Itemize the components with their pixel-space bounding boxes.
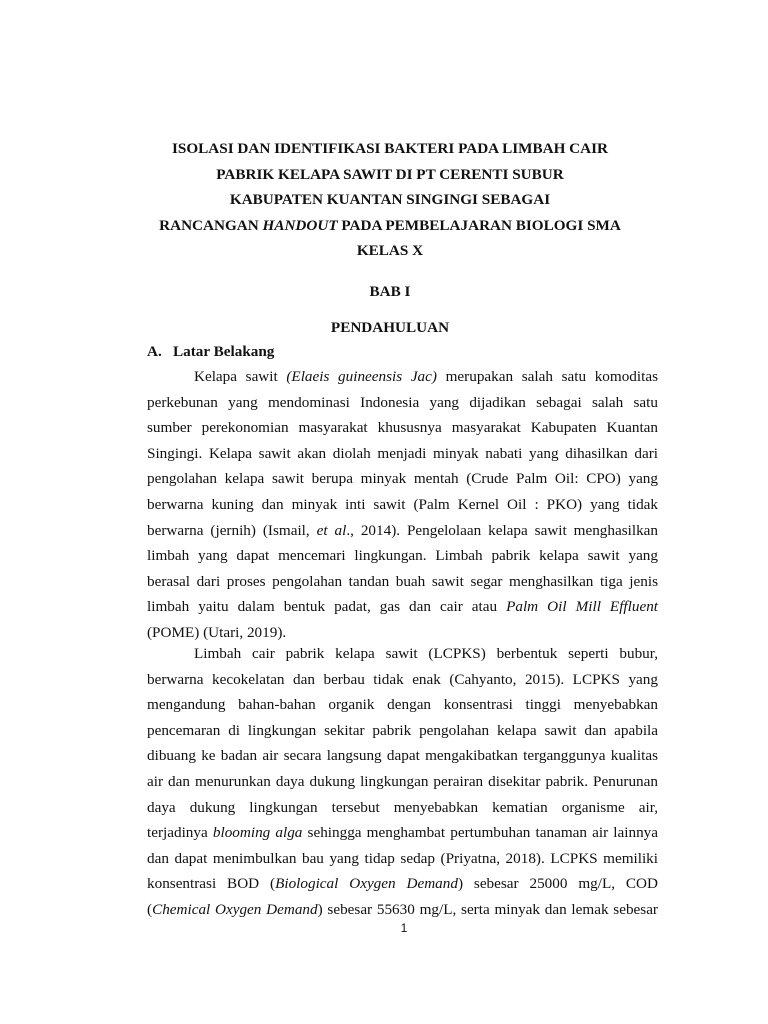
- text-run: Kelapa sawit: [194, 368, 287, 385]
- paragraph-2-line: [147, 820, 658, 846]
- paragraph-1-line: limbah yang dapat mencemari lingkungan. Limbah pabrik kelapa sawit yang: [147, 547, 658, 565]
- title-line-4-start: RANCANGAN: [159, 216, 263, 234]
- text-run: merupakan salah satu komoditas: [436, 368, 658, 385]
- paragraph-1-line: berwarna kuning dan minyak inti sawit (Palm Kernel Oil : PKO) yang tidak: [147, 495, 658, 513]
- title-line-3: KABUPATEN KUANTAN SINGINGI SEBAGAI: [229, 191, 551, 208]
- cod-term-italic: Chemical Oxygen Demand: [152, 900, 318, 918]
- pome-term-italic: Palm Oil Mill Effluent: [506, 598, 659, 616]
- paragraph-2-line: daya dukung lingkungan tersebut menyebabkan kematian organisme air,: [147, 798, 658, 816]
- document-title: [120, 136, 660, 264]
- paragraph-2-line: mengandung bahan-bahan organik dengan konsentrasi tinggi menyebabkan: [147, 696, 658, 714]
- title-handout-word: HANDOUT: [262, 216, 338, 234]
- paragraph-2-line: dan dapat menimbulkan bau yang tidap sedap (Priyatna, 2018). LCPKS memiliki: [147, 849, 658, 867]
- title-line-1: ISOLASI DAN IDENTIFIKASI BAKTERI PADA LIMBAH CAIR: [171, 140, 609, 157]
- text-run: konsentrasi BOD (: [147, 875, 276, 893]
- text-run: (: [147, 900, 153, 918]
- section-number: A.: [147, 343, 162, 360]
- title-line-4-end: PADA PEMBELAJARAN BIOLOGI SMA: [337, 216, 621, 234]
- text-run: terjadinya: [147, 824, 213, 842]
- chapter-number: BAB I: [369, 283, 411, 300]
- section-heading: [147, 343, 274, 361]
- text-run: berwarna (jernih) (Ismail,: [147, 521, 317, 539]
- species-name-italic: (Elaeis guineensis Jac): [286, 368, 437, 385]
- title-line-4: [120, 213, 660, 239]
- paragraph-2-line: air dan menurunkan daya dukung lingkungan perairan disekitar pabrik. Penurunan: [147, 772, 658, 790]
- paragraph-2-line: Limbah cair pabrik kelapa sawit (LCPKS) berbentuk seperti bubur,: [194, 645, 658, 662]
- paragraph-1-line: berasal dari proses pengolahan tandan buah sawit segar menghasilkan tiga jenis: [147, 572, 658, 590]
- chapter-name: PENDAHULUAN: [330, 319, 450, 336]
- paragraph-2-line: berwarna kecokelatan dan berbau tidak enak (Cahyanto, 2015). LCPKS yang: [147, 670, 658, 688]
- paragraph-2-line: pencemaran di lingkungan sekitar pabrik pengolahan kelapa sawit dan apabila: [147, 721, 658, 739]
- paragraph-2-line: dibuang ke badan air secara langsung dapat mengakibatkan terganggunya kualitas: [147, 747, 658, 765]
- paragraph-1-line: Singingi. Kelapa sawit akan diolah menjadi minyak nabati yang dihasilkan dari: [147, 444, 658, 462]
- paragraph-2-line: [147, 871, 658, 897]
- text-run: ., 2014). Pengelolaan kelapa sawit menghasilkan: [346, 521, 658, 539]
- paragraph-2: [147, 641, 658, 923]
- paragraph-1-line: [147, 594, 658, 620]
- section-title: Latar Belakang: [173, 343, 275, 360]
- bod-term-italic: Biological Oxygen Demand: [275, 875, 458, 893]
- et-al-italic: et al: [316, 521, 347, 539]
- paragraph-1-line: sumber perekonomian masyarakat khususnya masyarakat Kabupaten Kuantan: [147, 419, 658, 437]
- blooming-alga-italic: blooming alga: [212, 824, 303, 842]
- text-run: limbah yaitu dalam bentuk padat, gas dan cair atau: [147, 598, 507, 616]
- paragraph-1: [147, 364, 658, 646]
- paragraph-1-line: [147, 364, 658, 390]
- title-line-5: KELAS X: [356, 242, 424, 259]
- title-line-2: PABRIK KELAPA SAWIT DI PT CERENTI SUBUR: [216, 165, 564, 183]
- text-run: ) sebesar 55630 mg/L, serta minyak dan lemak sebesar: [317, 900, 658, 918]
- paragraph-2-line: [147, 897, 658, 923]
- paragraph-1-line: pengolahan kelapa sawit berupa minyak mentah (Crude Palm Oil: CPO) yang: [147, 470, 658, 488]
- paragraph-1-line: perkebunan yang mendominasi Indonesia yang dijadikan sebagai salah satu: [147, 393, 658, 411]
- page-number: 1: [400, 921, 408, 935]
- text-run: sehingga menghambat pertumbuhan tanaman air lainnya: [302, 824, 658, 842]
- paragraph-1-line: (POME) (Utari, 2019).: [147, 623, 287, 641]
- text-run: ) sebesar 25000 mg/L, COD: [457, 875, 658, 893]
- paragraph-1-line: [147, 518, 658, 544]
